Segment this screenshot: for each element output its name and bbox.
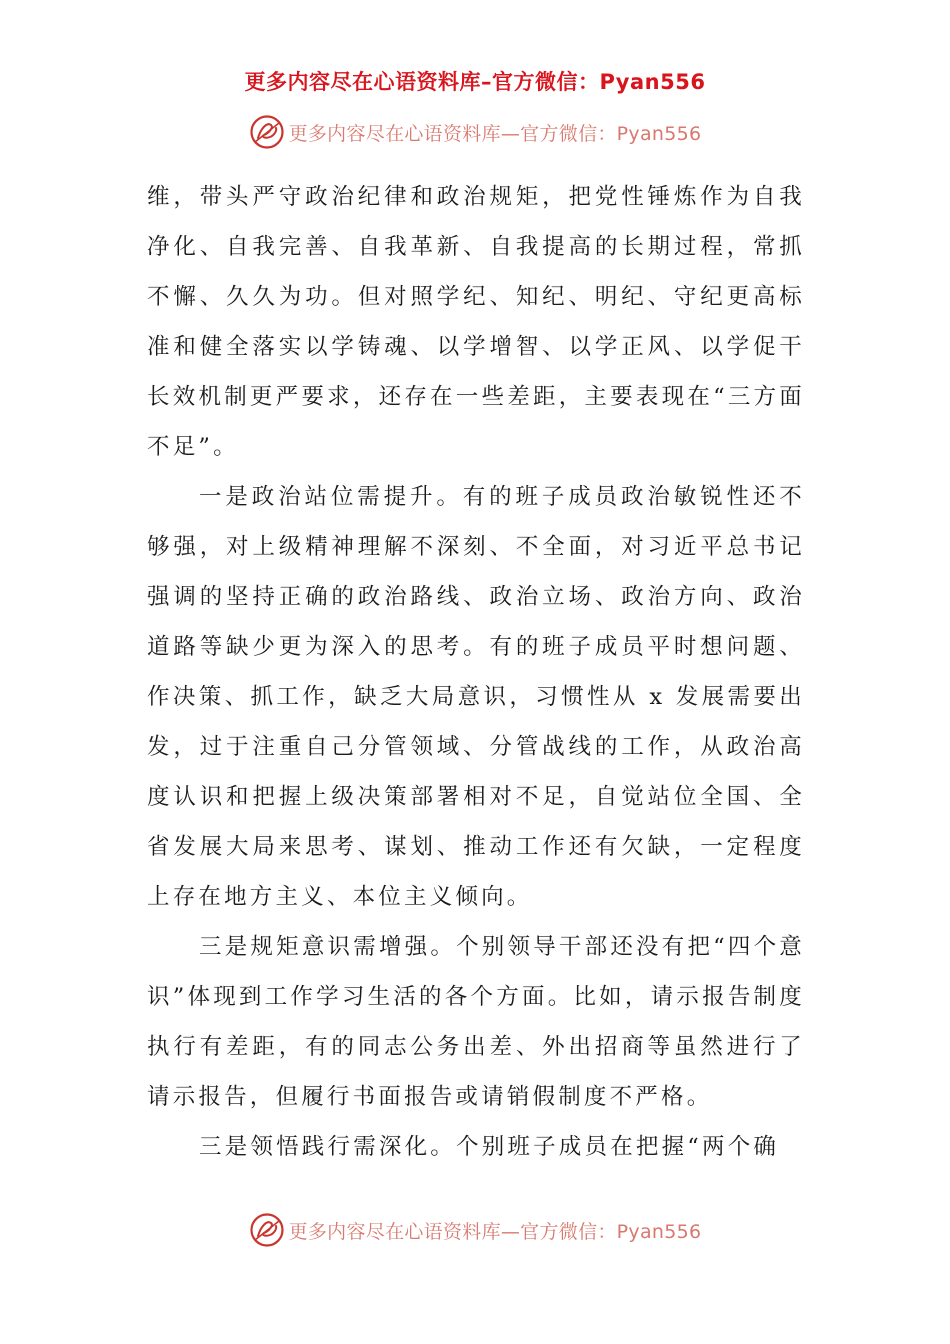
paragraph-2: 一是政治站位需提升。有的班子成员政治敏锐性还不够强，对上级精神理解不深刻、不全面，对习近平总书记强调的坚持正确的政治路线、政治立场、政治方向、政治道路等缺少更为深入的思考。有的班子成员平时想问题、作决策、抓工作，缺乏大局意识，习惯性从 x 发展需要出发，过于注重自己分管领域、分管战线的工作，从政治高度认识和把握上级决策部署相对不足，自觉站位全国、全省发展大局来思考、谋划、推动工作还有欠缺，一定程度上存在地方主义、本位主义倾向。 [147, 484, 805, 910]
paragraph-4: 三是领悟践行需深化。个别班子成员在把握“两个确 [199, 1134, 780, 1160]
footer-watermark [0, 1210, 950, 1250]
paragraph-3: 三是规矩意识需增强。个别领导干部还没有把“四个意识”体现到工作学习生活的各个方面。比如，请示报告制度执行有差距，有的同志公务出差、外出招商等虽然进行了请示报告，但履行书面报告或请销假制度不严格。 [147, 934, 805, 1110]
paragraph-1: 维，带头严守政治纪律和政治规矩，把党性锤炼作为自我净化、自我完善、自我革新、自我提高的长期过程，常抓不懈、久久为功。但对照学纪、知纪、明纪、守纪更高标准和健全落实以学铸魂、以学增智、以学正风、以学促干长效机制更严要求，还存在一些差距，主要表现在“三方面不足”。 [147, 184, 805, 460]
watermark-text: 更多内容尽在心语资料库—官方微信：Pyan556 [288, 122, 702, 145]
header-watermark [0, 112, 950, 152]
signature-logo-icon [249, 114, 285, 150]
watermark-text: 更多内容尽在心语资料库—官方微信：Pyan556 [288, 1220, 702, 1243]
document-body [147, 172, 805, 1172]
signature-logo-icon [249, 1212, 285, 1248]
top-banner: 更多内容尽在心语资料库–官方微信：Pyan556 [244, 70, 706, 94]
